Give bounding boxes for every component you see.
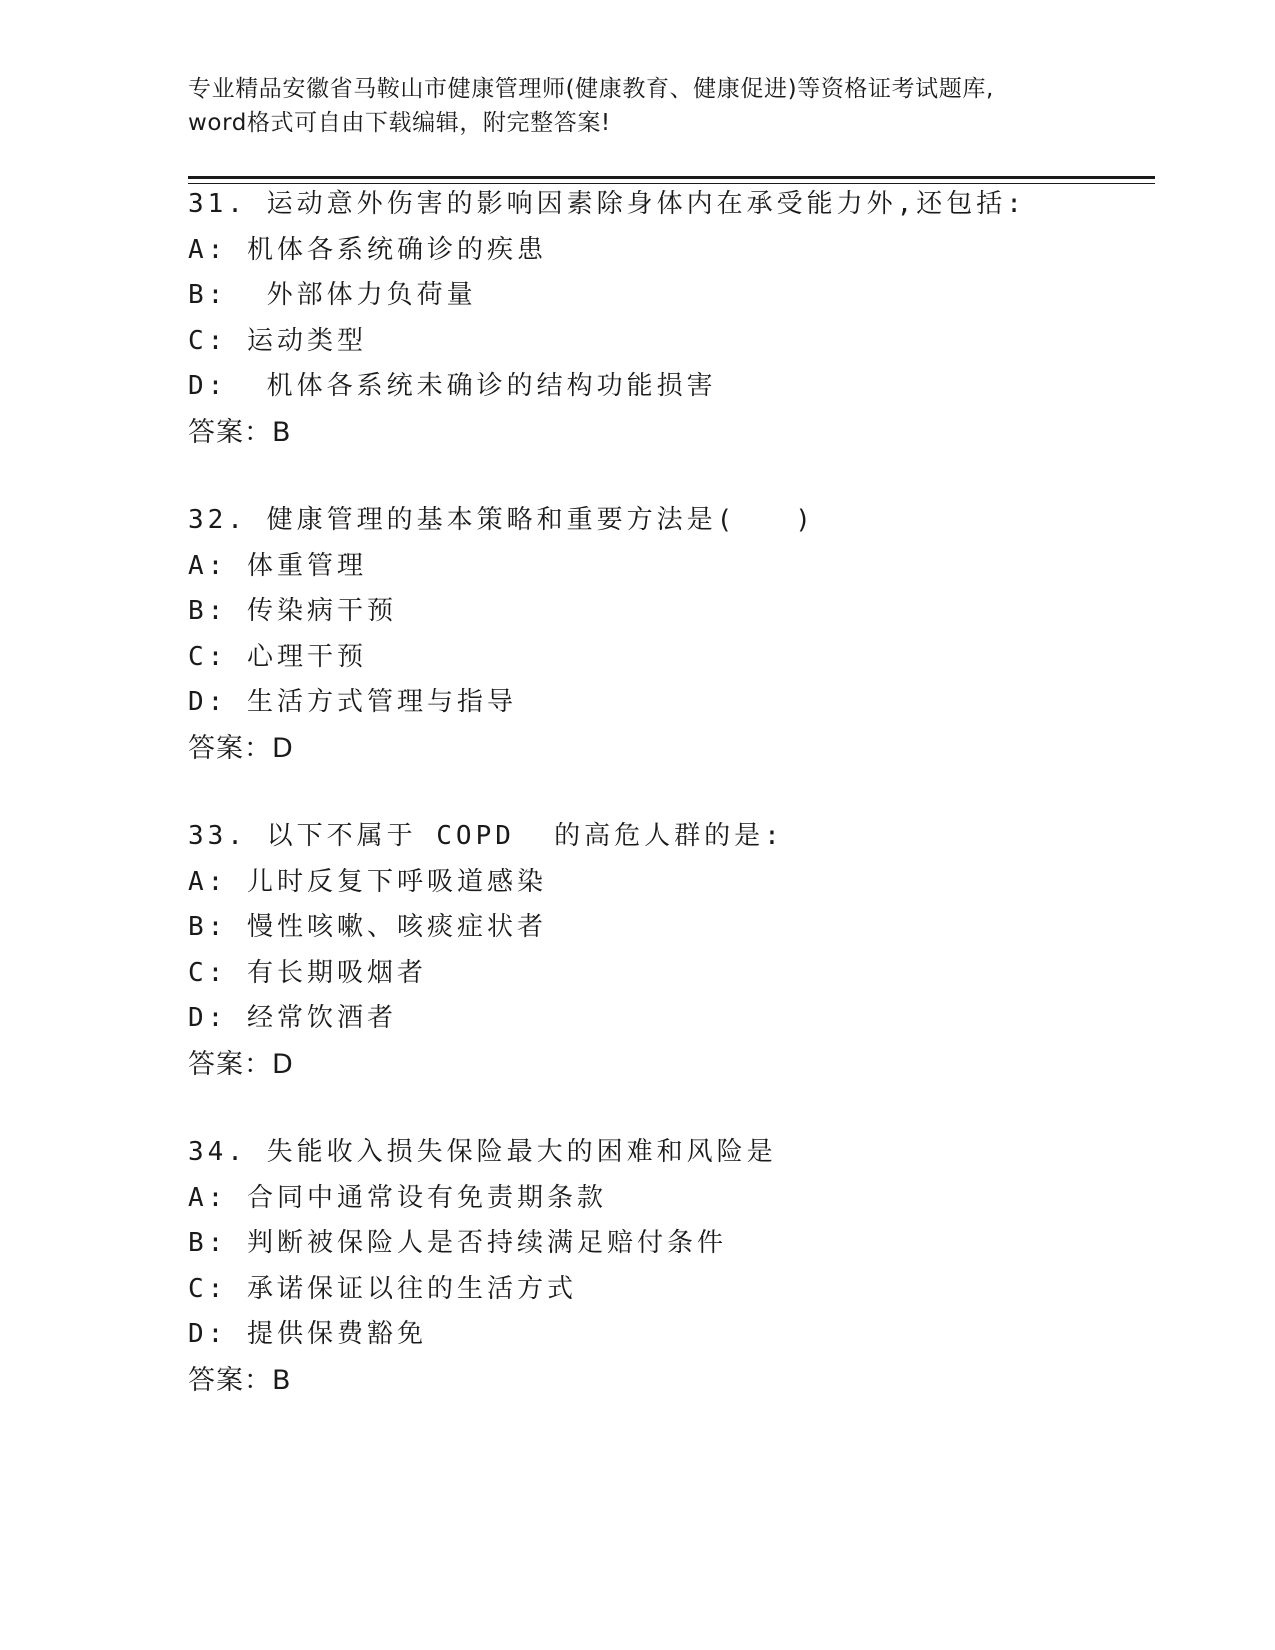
option-d: D: 提供保费豁免: [188, 1319, 427, 1350]
option-d: D: 经常饮酒者: [188, 1003, 397, 1034]
document-header: [188, 72, 1088, 140]
question-stem: 32. 健康管理的基本策略和重要方法是( ): [188, 505, 815, 535]
question-stem: 33. 以下不属于 COPD 的高危人群的是:: [188, 821, 784, 851]
option-a: A: 儿时反复下呼吸道感染: [188, 866, 547, 897]
answer-label: 答案：B: [188, 1364, 292, 1396]
option-c: C: 心理干预: [188, 641, 367, 672]
option-d: D: 机体各系统未确诊的结构功能损害: [188, 371, 717, 402]
question-stem: 31. 运动意外伤害的影响因素除身体内在承受能力外,还包括:: [188, 189, 1026, 219]
answer-label: 答案：D: [188, 732, 294, 764]
question-33: [188, 814, 1138, 1088]
option-b: B: 判断被保险人是否持续满足赔付条件: [188, 1228, 727, 1259]
option-c: C: 运动类型: [188, 325, 367, 356]
option-b: B: 传染病干预: [188, 596, 397, 627]
header-line-2: word格式可自由下载编辑，附完整答案!: [188, 110, 611, 136]
question-34: [188, 1130, 1138, 1404]
question-32: [188, 498, 1138, 772]
option-d: D: 生活方式管理与指导: [188, 687, 517, 718]
option-b: B: 慢性咳嗽、咳痰症状者: [188, 912, 547, 943]
header-line-1: 专业精品安徽省马鞍山市健康管理师(健康教育、健康促进)等资格证考试题库,: [188, 76, 994, 102]
option-a: A: 合同中通常设有免责期条款: [188, 1182, 607, 1213]
option-a: A: 机体各系统确诊的疾患: [188, 234, 547, 265]
option-a: A: 体重管理: [188, 550, 367, 581]
answer-label: 答案：D: [188, 1048, 294, 1080]
question-31: [188, 182, 1138, 456]
answer-label: 答案：B: [188, 416, 292, 448]
option-b: B: 外部体力负荷量: [188, 280, 477, 311]
option-c: C: 承诺保证以往的生活方式: [188, 1273, 577, 1304]
header-rule-thick: [188, 176, 1155, 179]
question-stem: 34. 失能收入损失保险最大的困难和风险是: [188, 1137, 777, 1167]
option-c: C: 有长期吸烟者: [188, 957, 427, 988]
